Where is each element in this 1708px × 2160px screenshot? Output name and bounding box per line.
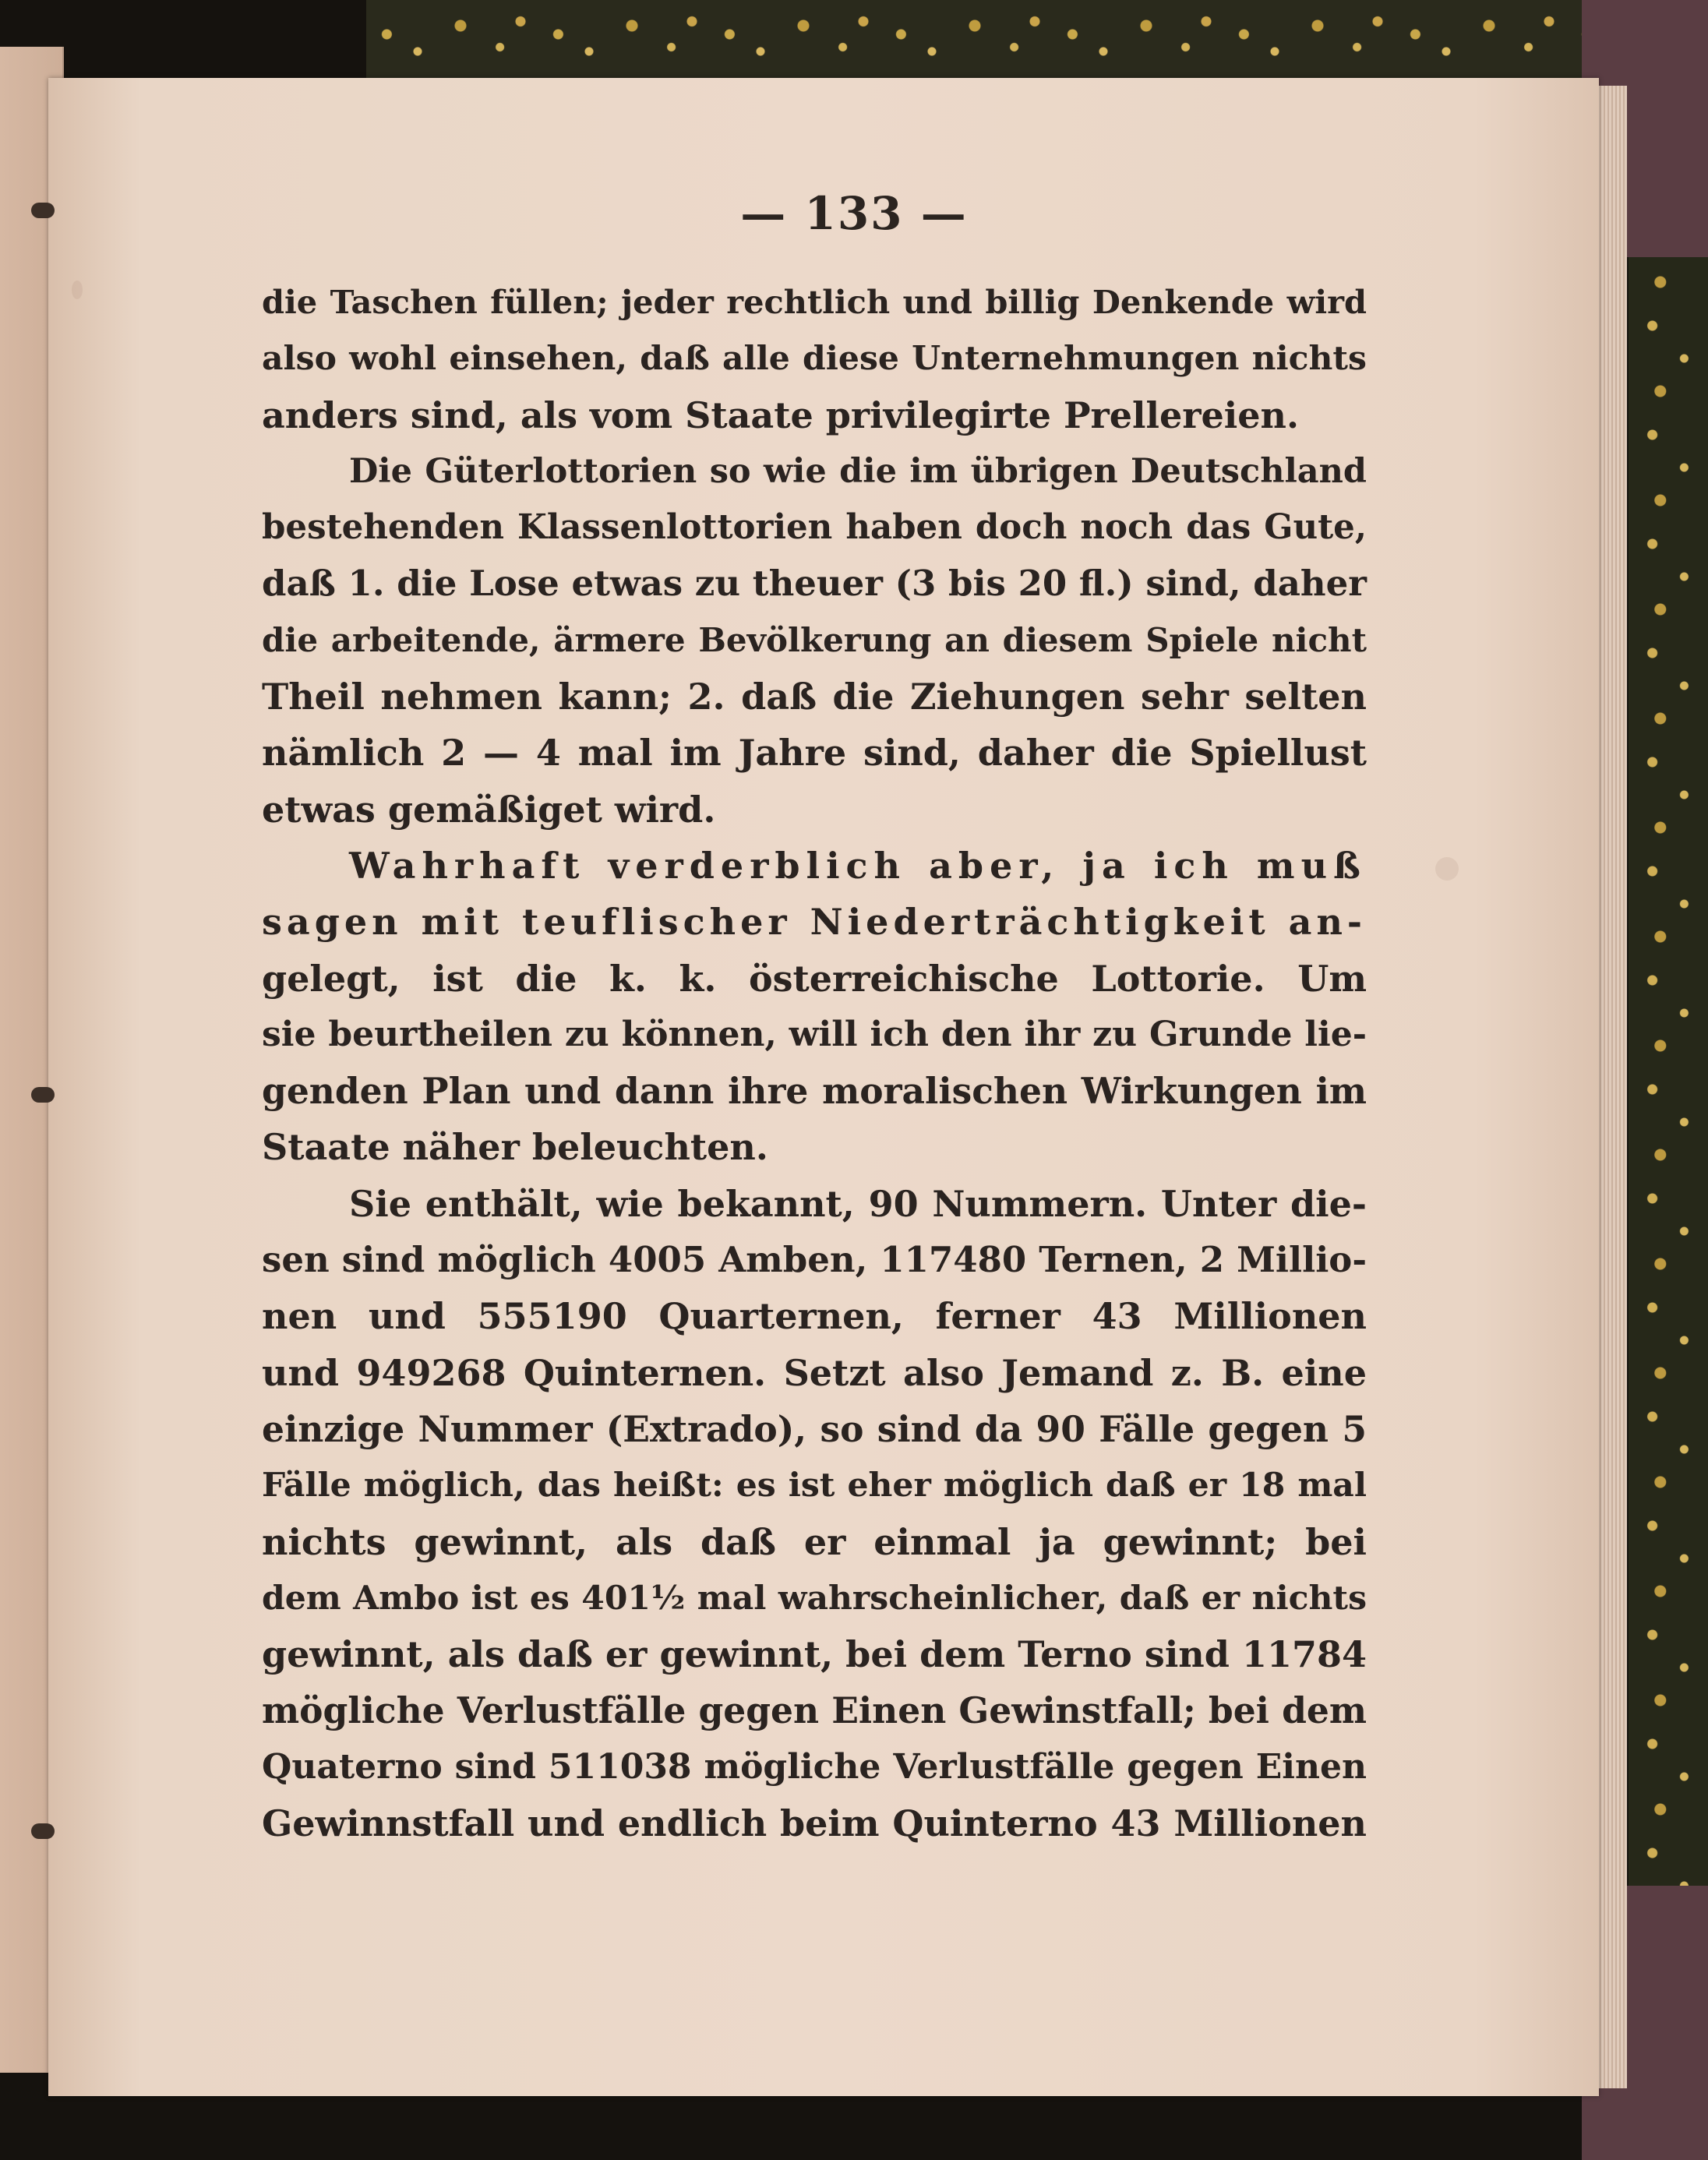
marbled-cover-top (366, 0, 1708, 86)
marbled-cover-right (1629, 195, 1708, 1948)
text-line: einzige Nummer (Extrado), so sind da 90 Fälle gegen 5 (262, 1407, 1367, 1450)
text-line: die Taschen füllen; jeder rechtlich und billig Denkende wird (262, 283, 1367, 321)
text-line: etwas gemäßiget wird. (262, 788, 716, 831)
page-number: — 133 — (740, 187, 968, 240)
text-line: Fälle möglich, das heißt: es ist eher möglich daß er 18 mal (262, 1466, 1367, 1505)
text-line: Wahrhaft verderblich aber, ja ich muß (349, 844, 1367, 887)
text-line: sie beurtheilen zu können, will ich den ihr zu Grunde lie- (262, 1014, 1367, 1054)
text-line: nämlich 2 — 4 mal im Jahre sind, daher die Spiellust (262, 732, 1367, 775)
text-line: mögliche Verlustfälle gegen Einen Gewinstfall; bei dem (262, 1689, 1367, 1732)
text-line: Sie enthält, wie bekannt, 90 Nummern. Unter die- (349, 1182, 1367, 1225)
text-line: Staate näher beleuchten. (262, 1126, 768, 1169)
text-line: die arbeitende, ärmere Bevölkerung an diesem Spiele nicht (262, 620, 1367, 659)
text-line: daß 1. die Lose etwas zu theuer (3 bis 20 fl.) sind, daher (262, 563, 1367, 605)
body-text (262, 274, 1367, 1851)
paper-stain (1435, 857, 1459, 881)
text-line: bestehenden Klassenlottorien haben doch noch das Gute, (262, 507, 1367, 548)
text-line: Gewinnstfall und endlich beim Quinterno 43 Millionen (262, 1802, 1367, 1845)
text-line: gewinnt, als daß er gewinnt, bei dem Terno sind 11784 (262, 1633, 1367, 1676)
text-line: genden Plan und dann ihre moralischen Wirkungen im (262, 1070, 1367, 1113)
binding-hole (31, 1823, 55, 1839)
text-line: sen sind möglich 4005 Amben, 117480 Ternen, 2 Millio- (262, 1239, 1367, 1281)
text-line: nen und 555190 Quarternen, ferner 43 Millionen (262, 1295, 1367, 1338)
text-line: und 949268 Quinternen. Setzt also Jemand z. B. eine (262, 1351, 1367, 1394)
text-line: also wohl einsehen, daß alle diese Unternehmungen nichts (262, 339, 1367, 379)
text-line: Quaterno sind 511038 mögliche Verlustfälle gegen Einen (262, 1746, 1367, 1787)
text-line: sagen mit teuflischer Niederträchtigkeit an- (262, 901, 1367, 944)
text-line: nichts gewinnt, als daß er einmal ja gewinnt; bei (262, 1520, 1367, 1563)
text-line: Die Güterlottorien so wie die im übrigen Deutschland (349, 451, 1367, 491)
text-line: gelegt, ist die k. k. österreichische Lottorie. Um (262, 957, 1367, 1000)
text-line: dem Ambo ist es 401½ mal wahrscheinlicher, daß er nichts (262, 1578, 1367, 1618)
text-line: anders sind, als vom Staate privilegirte Prellereien. (262, 394, 1299, 436)
text-line: Theil nehmen kann; 2. daß die Ziehungen sehr selten (262, 676, 1367, 718)
binding-hole (31, 1087, 55, 1103)
paper-stain (72, 281, 83, 299)
